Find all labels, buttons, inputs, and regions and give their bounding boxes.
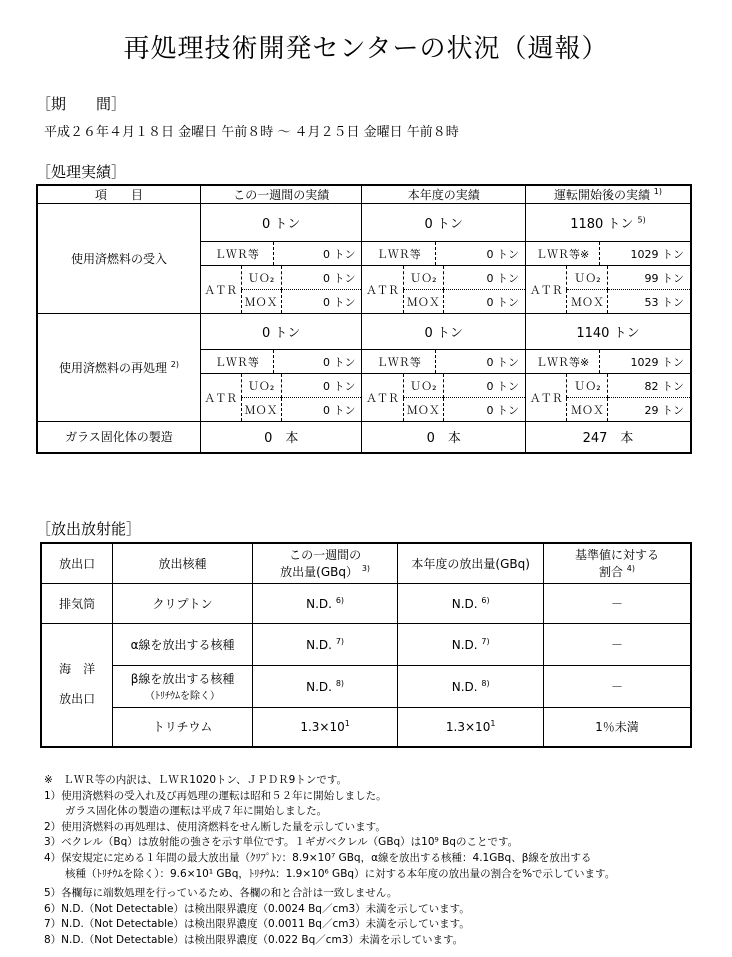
header-week: この一週間の実績 [200,185,362,204]
mox-label: ＭＯＸ [403,290,444,314]
receipt-year-total: 0 トン [362,204,525,242]
note-line: 2）使用済燃料の再処理は、使用済燃料をせん断した量を示しています。 [44,820,386,833]
lwr-label: ＬＷＲ等 [376,355,421,369]
tritium-year: $1.3\times 10^1$ [398,707,544,747]
header-week: この一週間の 放出量(GBq） $^{3)}$ [252,543,398,583]
discharge-header-row [41,543,691,583]
note-line: ※ ＬＷＲ等の内訳は、ＬＷＲ1020トン、ＪＰＤＲ9トンです。 [44,774,348,786]
uo2-value: 82 トン [608,374,690,398]
reprocess-cum-total: 1140 トン [525,314,691,350]
header-year: 本年度の放出量(GBq) [398,543,544,583]
uo2-value: 99 トン [608,266,690,290]
note-line: ガラス固化体の製造の運転は平成７年に開始しました。 [44,805,328,818]
mox-value: 0 トン [281,398,361,422]
lwr-label: ＬＷＲ等 [214,355,259,369]
processing-heading: ［処理実績］ [36,163,127,181]
note-line: 7）N.D.（Not Detectable）は検出限界濃度（0.0011 Bq／cm3）未満を示しています。 [44,918,470,931]
lwr-value: 0 トン [273,242,361,265]
mox-value: 0 トン [281,290,361,314]
glass-cumulative: 247 本 [525,422,691,453]
lwr-label: ＬＷＲ等 [214,247,259,261]
glass-week: 0 本 [200,422,362,453]
note-line: 5）各欄毎に端数処理を行っているため、各欄の和と合計は一致しません。 [44,887,398,900]
atr-label: ＡＴＲ [529,283,563,297]
lwr-value: 1029 トン [600,242,690,265]
uo2-label: ＵＯ₂ [567,266,608,290]
glass-year: 0 本 [362,422,525,453]
atr-label: ＡＴＲ [366,283,400,297]
reprocess-label: 使用済燃料の再処理 $^{2)}$ [37,314,200,422]
header-ratio: 基準値に対する 割合 $^{4)}$ [543,543,691,583]
header-item: 項 目 [37,185,200,204]
uo2-value: 0 トン [281,266,361,290]
atr-label: ＡＴＲ [204,283,238,297]
uo2-label: ＵＯ₂ [241,266,281,290]
uo2-label: ＵＯ₂ [403,374,444,398]
table-row [41,583,691,623]
tritium-nuclide: トリチウム [113,707,253,747]
lwr-value: 1029 トン [600,350,690,373]
alpha-week: N.D. $^{7)}$ [252,623,398,665]
uo2-label: ＵＯ₂ [567,374,608,398]
receipt-week-total: 0 トン [200,204,362,242]
beta-ratio: － [543,665,691,707]
glass-label: ガラス固化体の製造 [37,422,200,453]
mox-label: ＭＯＸ [241,398,281,422]
ocean-outlet: 海 洋 放出口 [41,623,113,747]
lwr-value: 0 トン [273,350,361,373]
stack-nuclide: クリプトン [113,583,253,623]
page-title: 再処理技術開発センターの状況（週報） [123,34,609,64]
note-line: 4）保安規定に定める１年間の最大放出量（ｸﾘﾌﾟﾄﾝ：8.9×10⁷ GBq，α線を放出する核種：4.1GBq、β線を放出する [44,851,592,864]
alpha-ratio: － [543,623,691,665]
mox-label: ＭＯＸ [241,290,281,314]
mox-label: ＭＯＸ [567,398,608,422]
note-line: 6）N.D.（Not Detectable）は検出限界濃度（0.0024 Bq／cm3）未満を示しています。 [44,902,470,915]
beta-nuclide: β線を放出する核種 （ﾄﾘﾁｳﾑを除く） [113,665,253,707]
receipt-label: 使用済燃料の受入 [37,204,200,314]
mox-value: 0 トン [444,398,525,422]
uo2-label: ＵＯ₂ [241,374,281,398]
lwr-label: ＬＷＲ等 [376,247,421,261]
tritium-ratio: 1％未満 [543,707,691,747]
header-year: 本年度の実績 [362,185,525,204]
mox-label: ＭＯＸ [403,398,444,422]
header-nuclide: 放出核種 [113,543,253,583]
mox-value: 53 トン [608,290,690,314]
receipt-cum-total: 1180 トン $^{5)}$ [525,204,691,242]
alpha-year: N.D. $^{7)}$ [398,623,544,665]
note-line: 3）ベクレル（Bq）は放射能の強さを示す単位です。１ギガベクレル（GBq）は10⁹ Bqのことです。 [44,836,519,849]
atr-label: ＡＴＲ [529,391,563,405]
stack-ratio: － [543,583,691,623]
stack-week: N.D. $^{6)}$ [252,583,398,623]
tritium-week: $1.3\times 10^1$ [252,707,398,747]
uo2-value: 0 トン [281,374,361,398]
uo2-value: 0 トン [444,374,525,398]
discharge-heading: ［放出放射能］ [36,520,142,538]
table-row [41,707,691,747]
stack-outlet: 排気筒 [41,583,113,623]
beta-week: N.D. $^{8)}$ [252,665,398,707]
period-heading: ［期 間］ [36,95,127,113]
footnotes [44,773,615,949]
mox-value: 29 トン [608,398,690,422]
header-outlet: 放出口 [41,543,113,583]
lwr-value: 0 トン [436,242,525,265]
mox-label: ＭＯＸ [567,290,608,314]
period-text: 平成２６年４月１８日 金曜日 午前８時 ～ ４月２５日 金曜日 午前８時 [44,125,459,140]
note-line: 核種（ﾄﾘﾁｳﾑを除く）：9.6×10¹ GBq，ﾄﾘﾁｳﾑ：1.9×10⁶ GBq）に対する本年度の放出量の割合を%で示しています。 [44,867,616,880]
processing-table [36,184,692,454]
atr-label: ＡＴＲ [366,391,400,405]
uo2-value: 0 トン [444,266,525,290]
header-cumulative: 運転開始後の実績 $^{1)}$ [525,185,691,204]
mox-value: 0 トン [444,290,525,314]
table-row [41,623,691,665]
note-line: 1）使用済燃料の受入れ及び再処理の運転は昭和５２年に開始しました。 [44,789,387,802]
table-row [41,665,691,707]
atr-label: ＡＴＲ [204,391,238,405]
stack-year: N.D. $^{6)}$ [398,583,544,623]
lwr-label: ＬＷＲ等※ [536,247,590,261]
reprocess-year-total: 0 トン [362,314,525,350]
reprocess-week-total: 0 トン [200,314,362,350]
discharge-table [40,542,692,748]
lwr-value: 0 トン [436,350,525,373]
beta-year: N.D. $^{8)}$ [398,665,544,707]
uo2-label: ＵＯ₂ [403,266,444,290]
alpha-nuclide: α線を放出する核種 [113,623,253,665]
note-line: 8）N.D.（Not Detectable）は検出限界濃度（0.022 Bq／cm3）未満を示しています。 [44,933,464,946]
processing-header-row [37,185,691,204]
lwr-label: ＬＷＲ等※ [536,355,590,369]
